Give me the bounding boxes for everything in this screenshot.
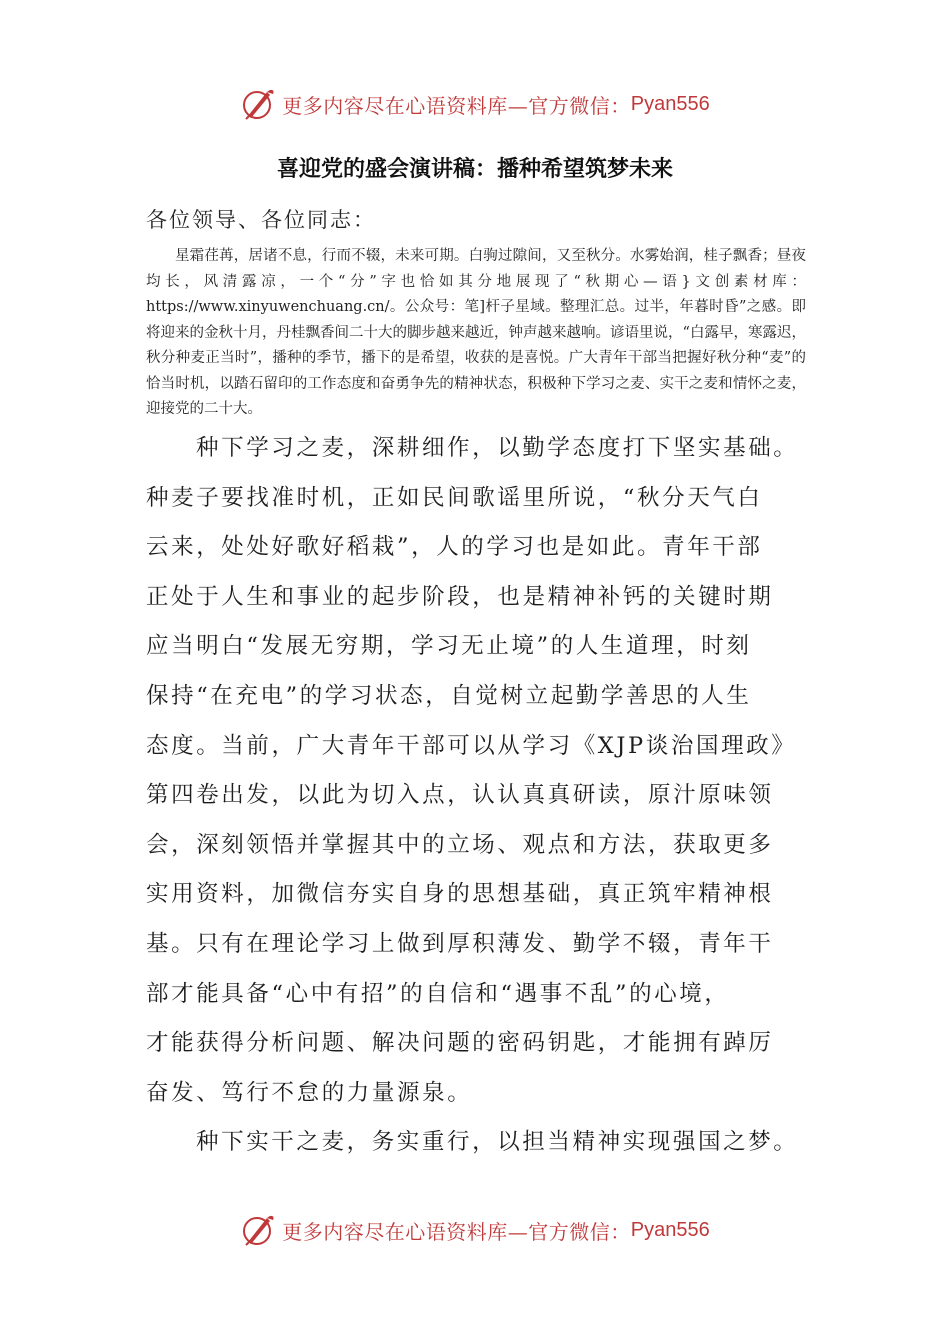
text-line: 种下学习之麦，深耕细作，以勤学态度打下坚实基础。 [196, 435, 799, 461]
header-banner [0, 84, 950, 124]
paragraph-practice [146, 1118, 836, 1168]
wechat-id: Pyan556 [630, 92, 710, 115]
text-line: 才能获得分析问题、解决问题的密码钥匙，才能拥有踔厉 [146, 1030, 774, 1057]
wechat-id: Pyan556 [630, 1218, 710, 1241]
quill-pen-logo-icon [240, 86, 276, 122]
text-line: 第四卷出发，以此为切入点，认认真真研读，原汁原味领 [146, 782, 774, 809]
text-line: 正处于人生和事业的起步阶段，也是精神补钙的关键时期 [146, 583, 774, 610]
body-text [146, 424, 836, 1168]
footer-banner [0, 1210, 950, 1250]
text-line: 奋发、笃行不怠的力量源泉。 [146, 1079, 473, 1106]
text-line: 种麦子要找准时机，正如民间歌谣里所说，“秋分天气白 [146, 484, 763, 511]
salutation: 各位领导、各位同志： [146, 208, 376, 232]
text-line: 态度。当前，广大青年干部可以从学习《XJP谈治国理政》 [146, 732, 797, 759]
text-line: 部才能具备“心中有招”的自信和“遇事不乱”的心境， [146, 980, 730, 1007]
text-line: 应当明白“发展无穷期，学习无止境”的人生道理，时刻 [146, 633, 752, 660]
banner-text: 更多内容尽在心语资料库—官方微信： [282, 93, 631, 118]
text-line: 基。只有在理论学习上做到厚积薄发、勤学不辍，青年干 [146, 930, 774, 957]
text-line: 云来，处处好歌好稻栽”，人的学习也是如此。青年干部 [146, 534, 763, 561]
banner-text: 更多内容尽在心语资料库—官方微信： [282, 1219, 631, 1244]
quill-pen-logo-icon [240, 1212, 276, 1248]
text-line: 种下实干之麦，务实重行，以担当精神实现强国之梦。 [196, 1129, 799, 1156]
page-title: 喜迎党的盛会演讲稿：播种希望筑梦未来 [276, 157, 673, 182]
text-line: 会，深刻领悟并掌握其中的立场、观点和方法，获取更多 [146, 831, 774, 858]
text-line: 实用资料，加微信夯实自身的思想基础，真正筑牢精神根 [146, 881, 774, 908]
text-line: 保持“在充电”的学习状态，自觉树立起勤学善思的人生 [146, 682, 752, 709]
intro-paragraph: 星霜荏苒，居诸不息，行而不辍，未来可期。白驹过隙间，又至秋分。水雾始润，桂子飘香；昼夜均长，风清露凉，一个“分”字也恰如其分地展现了“秋期心—语}文创素材库：https://www.xinyuwenchuang.cn/。公众号：笔]杆子星域。整理汇总。过半，年暮时昏”之感。即将迎来的金秋十月，丹桂飘香间二十大的脚步越来越近，钟声越来越响。谚语里说，“白露早，寒露迟，秋分种麦正当时”，播种的季节，播下的是希望，收获的是喜悦。广大青年干部当把握好秋分种“麦”的恰当时机，以踏石留印的工作态度和奋勇争先的精神状态，积极种下学习之麦、实干之麦和情怀之麦，迎接党的二十大。 [146, 248, 806, 417]
paragraph-study [146, 424, 836, 1118]
